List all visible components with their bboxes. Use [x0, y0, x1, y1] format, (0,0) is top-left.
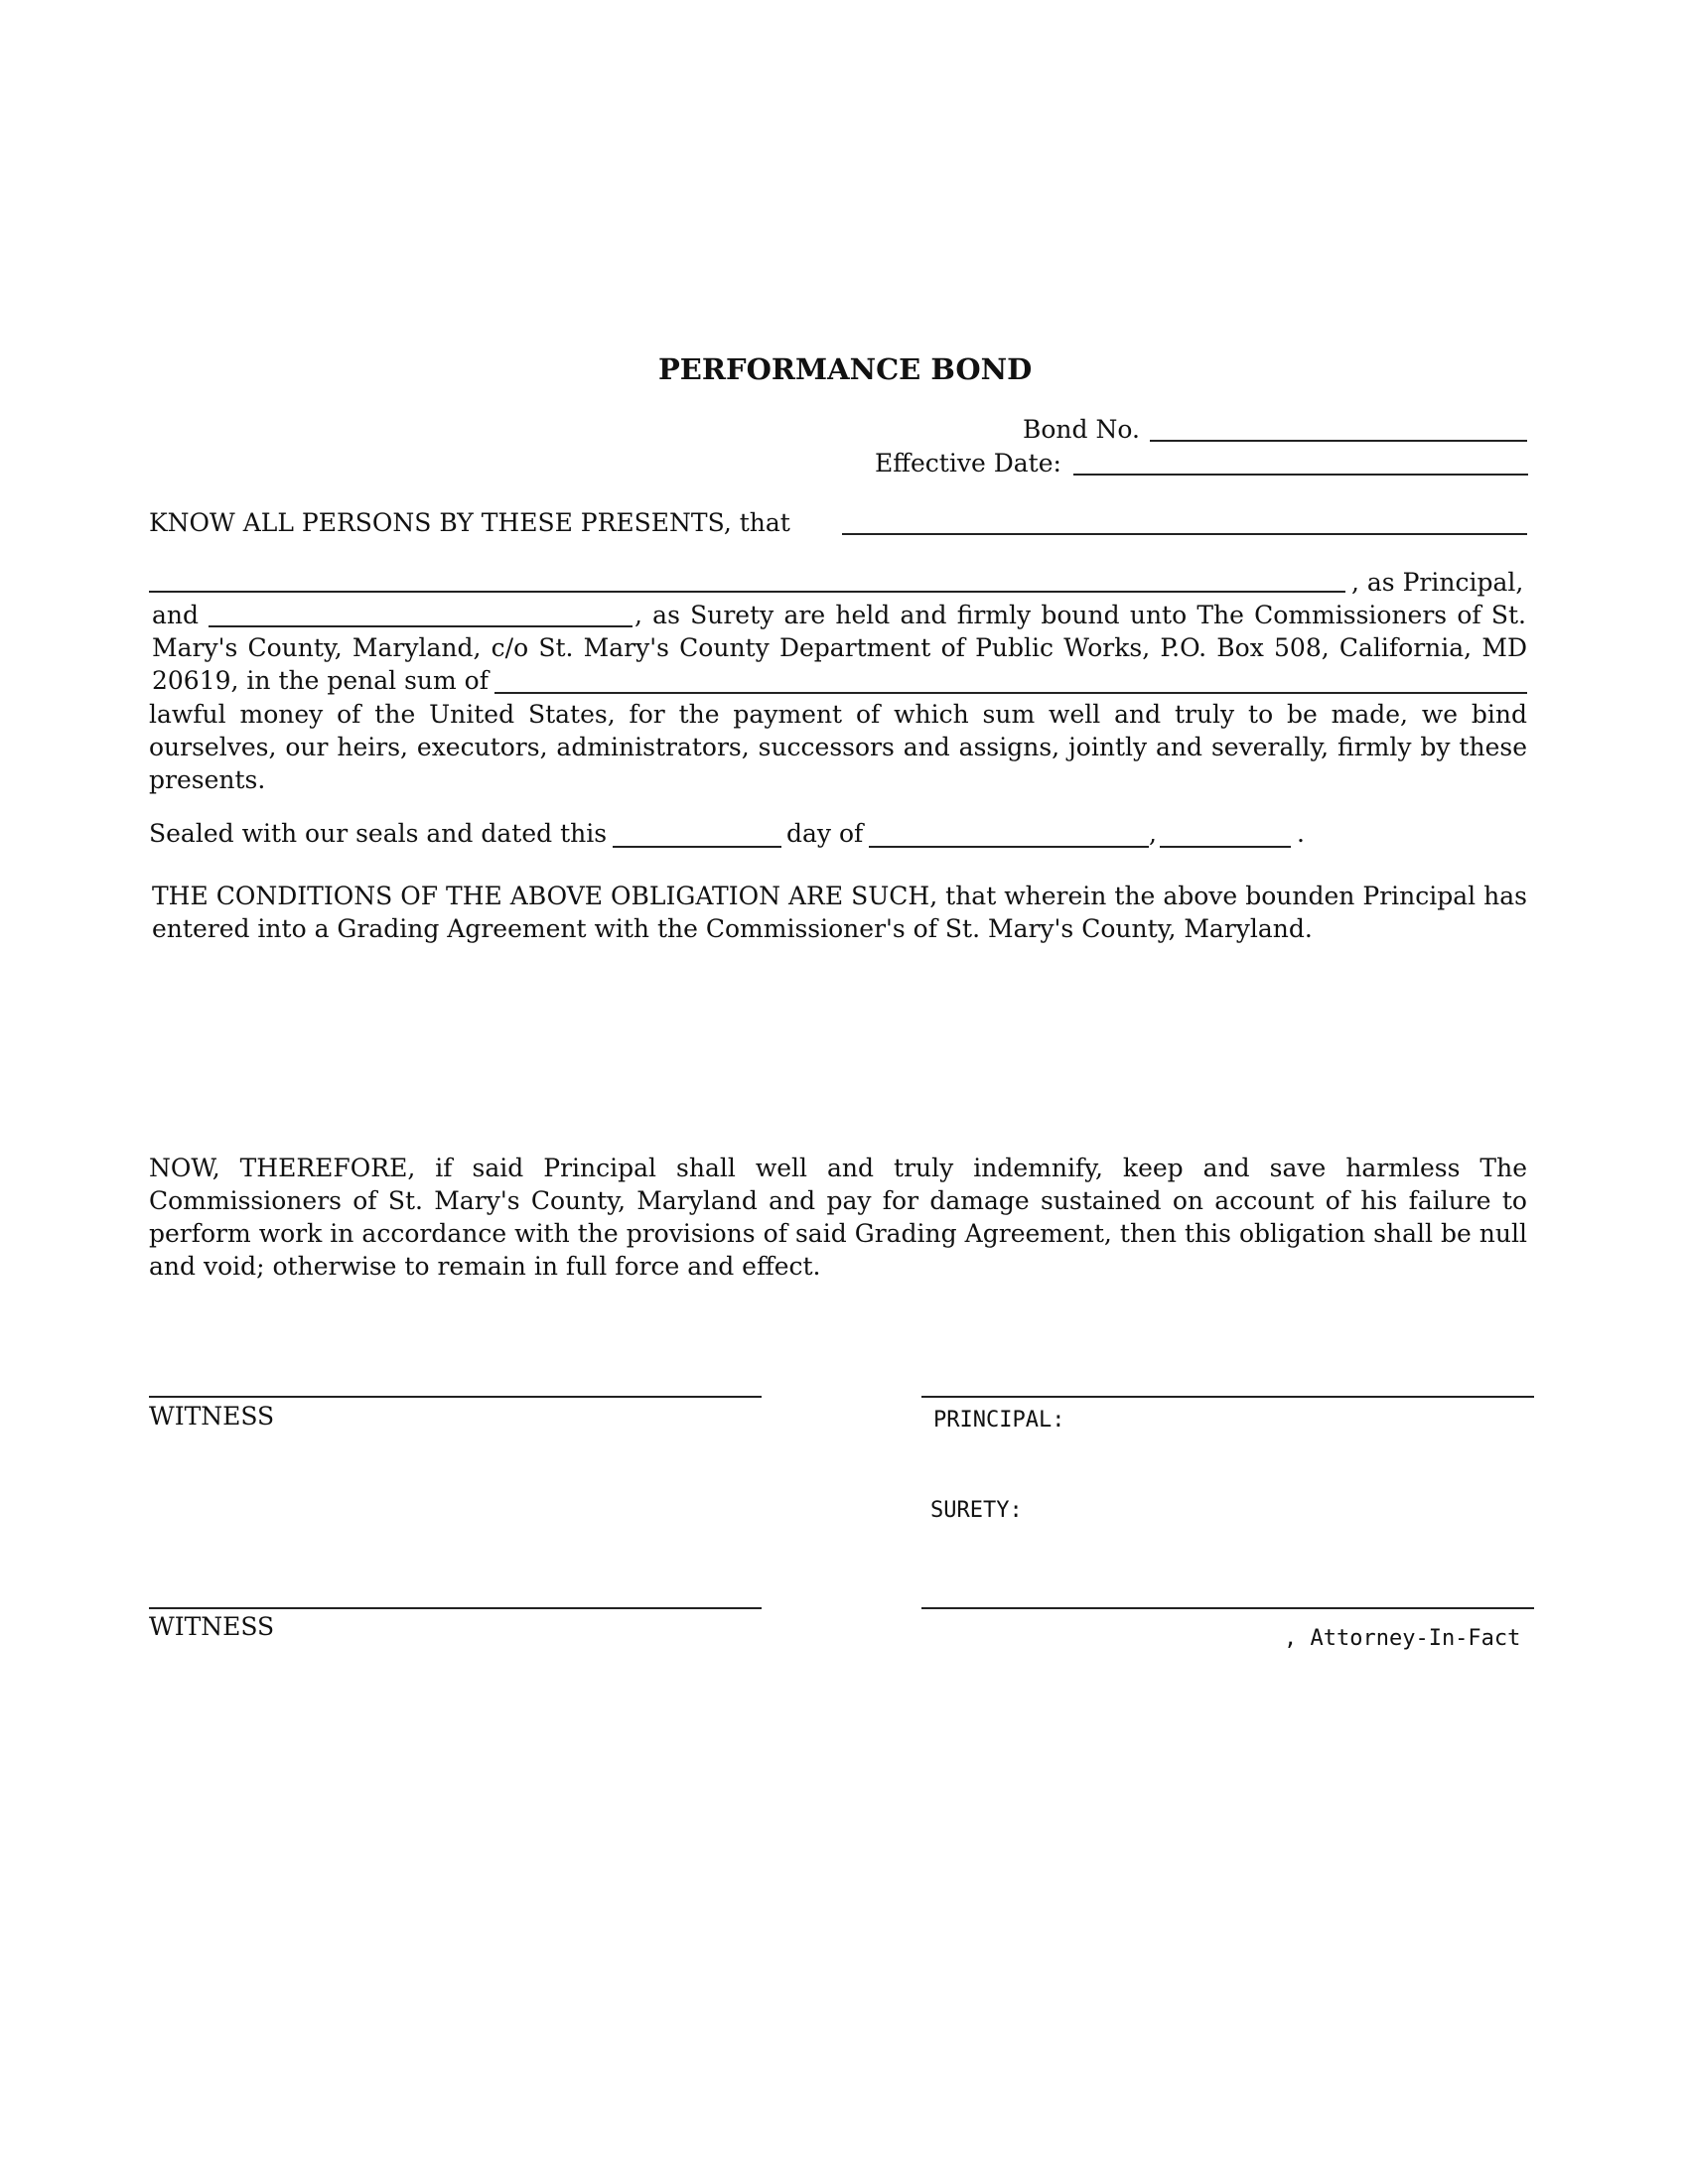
penal-sum-label: 20619, in the penal sum of	[152, 666, 489, 695]
day-of-text: day of	[786, 819, 864, 848]
as-principal-text: , as Principal,	[1351, 568, 1524, 597]
page-title: PERFORMANCE BOND	[658, 352, 1033, 386]
principal-name-field-1[interactable]	[842, 533, 1527, 535]
witness-1-signature-line[interactable]	[149, 1396, 762, 1398]
principal-name-field-2[interactable]	[149, 591, 1345, 593]
penal-sum-field[interactable]	[494, 692, 1527, 694]
conditions-paragraph: THE CONDITIONS OF THE ABOVE OBLIGATION ARE SUCH, that wherein the above bounden Principal has entered into a Grading Agreement with the Commissioner's of St. Mary's County, Maryland.	[152, 882, 1527, 943]
surety-name-field[interactable]	[209, 625, 633, 627]
principal-label: PRINCIPAL:	[933, 1408, 1065, 1433]
sealed-text: Sealed with our seals and dated this	[149, 819, 608, 848]
year-field[interactable]	[1160, 846, 1291, 848]
and-text: and	[152, 601, 200, 629]
day-field[interactable]	[613, 846, 781, 848]
surety-label: SURETY:	[930, 1498, 1023, 1523]
know-all-persons-text: KNOW ALL PERSONS BY THESE PRESENTS, that	[149, 508, 790, 537]
principal-signature-line[interactable]	[921, 1396, 1534, 1398]
surety-signature-line[interactable]	[921, 1607, 1534, 1609]
surety-clause-line-1: , as Surety are held and firmly bound unto The Commissioners of St.	[634, 601, 1526, 629]
bond-no-field[interactable]	[1150, 440, 1527, 442]
witness-2-signature-line[interactable]	[149, 1607, 762, 1609]
comma-text: ,	[1149, 819, 1157, 848]
bond-no-label: Bond No.	[1023, 415, 1140, 444]
month-field[interactable]	[869, 846, 1149, 848]
surety-clause-line-2: Mary's County, Maryland, c/o St. Mary's County Department of Public Works, P.O. Box 508, California, MD	[152, 633, 1527, 662]
witness-2-label: WITNESS	[149, 1612, 275, 1641]
period-text: .	[1297, 819, 1305, 848]
now-therefore-paragraph: NOW, THEREFORE, if said Principal shall well and truly indemnify, keep and save harmless The Commissioners of St. Mary's County, Maryland and pay for damage sustained on account of his failure to perform work in accordance with the provisions of said Grading Agreement, then this obligation shall be null and void; otherwise to remain in full force and effect.	[149, 1154, 1527, 1281]
attorney-in-fact-label: , Attorney-In-Fact	[1284, 1626, 1521, 1651]
lawful-money-paragraph: lawful money of the United States, for the payment of which sum well and truly to be made, we bind ourselves, our heirs, executors, administrators, successors and assigns, jointly and severally, firmly by these presents.	[149, 700, 1527, 794]
effective-date-label: Effective Date:	[875, 449, 1061, 478]
effective-date-field[interactable]	[1073, 474, 1528, 476]
witness-1-label: WITNESS	[149, 1402, 275, 1431]
